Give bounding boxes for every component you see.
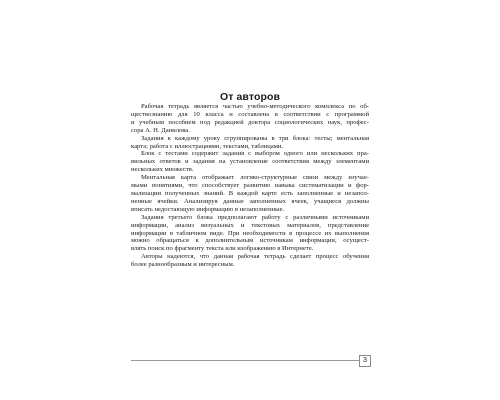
text-line: Авторы надеются, что данная рабочая тетрадь сделает процесс обучения	[141, 253, 369, 261]
text-line: Рабочая тетрадь является частью учебно-методического комплекса по об-	[141, 103, 369, 110]
text-line: Задания к каждому уроку сгруппированы в три блока: тесты; ментальная	[141, 134, 369, 142]
page-title: От авторов	[219, 91, 281, 103]
text-line: Ментальная карта отображает логико-структурные связи между изучае-	[141, 174, 369, 182]
text-line: нескольких множеств.	[131, 166, 194, 174]
text-line: ненные ячейки. Анализируя данные заполненных ячеек, учащиеся должны	[131, 197, 369, 205]
text-line: можно обращаться к дополнительным источникам информации, осущест-	[131, 237, 369, 245]
text-line: вписать недостающую информацию в незаполненные.	[131, 205, 285, 213]
text-line: карта; работа с иллюстрациями, текстами, таблицами.	[131, 142, 284, 150]
text-line: вильных ответов и задания на установление соответствия между элементами	[131, 158, 369, 166]
text-line: более разнообразным и интересным.	[131, 261, 235, 269]
body-text	[131, 103, 369, 269]
text-line: ществознанию для 10 класса и составлена в соответствии с программой	[131, 110, 369, 118]
text-line: мыми понятиями, что способствует развитию навыка систематизации и фор-	[131, 182, 369, 190]
text-line: сора А. Н. Данилова.	[131, 126, 190, 134]
text-line: информации, анализ визуальных и текстовых материалов, представление	[131, 221, 369, 229]
text-line: Блок с тестами содержит задания с выбором одного или нескольких пра-	[141, 150, 369, 158]
text-line: и учебным пособием под редакцией доктора социологических наук, профес-	[131, 118, 369, 126]
text-line: влять поиск по фрагменту текста или изображению в Интернете.	[131, 245, 314, 253]
text-line: информации в табличном виде. При необходимости в процессе их выполнения	[131, 229, 369, 237]
page-number: 3	[359, 355, 371, 367]
footer-rule	[131, 360, 359, 361]
text-line: Задания третьего блока предполагают работу с различными источниками	[141, 213, 369, 221]
text-line: мализации полученных знаний. В каждой карте есть заполненные и незапол-	[131, 189, 369, 197]
